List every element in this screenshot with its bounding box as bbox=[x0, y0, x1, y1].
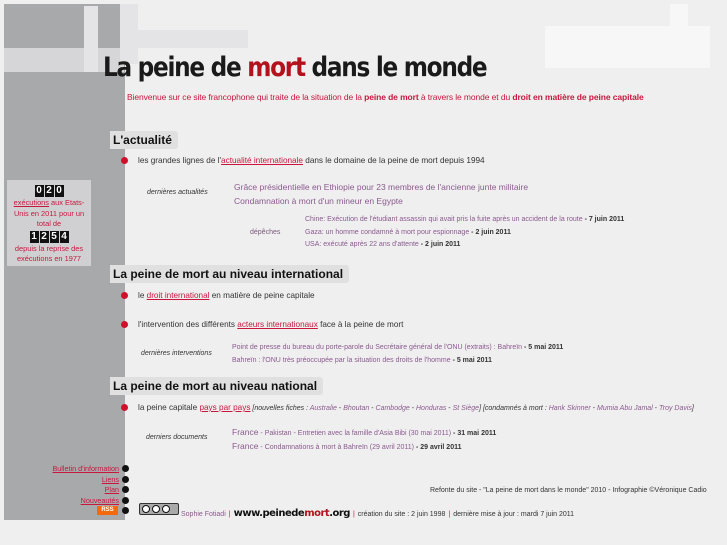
fiche-link[interactable]: Cambodge bbox=[375, 405, 410, 412]
creative-commons-badge[interactable] bbox=[139, 503, 179, 515]
counter-digits-2011: 0 2 0 bbox=[36, 185, 62, 196]
nc-icon bbox=[162, 505, 170, 513]
counter-digits-total: 1 2 5 4 bbox=[31, 230, 67, 242]
fiche-link[interactable]: Honduras bbox=[416, 405, 447, 412]
depeche-item[interactable]: Chine: Exécution de l'étudiant assassin qui avait pris la fuite après un accident de la route - 7 juin 2011 bbox=[305, 216, 625, 223]
fiche-link[interactable]: Australie bbox=[309, 405, 337, 412]
news-item[interactable]: Grâce présidentielle en Ethiopie pour 23 membres de l'ancienne junte militaire bbox=[234, 182, 529, 192]
header-decoration bbox=[670, 4, 688, 68]
news-item[interactable]: Condamnation à mort d'un mineur en Egypte bbox=[234, 196, 403, 206]
condamne-link[interactable]: Troy Davis bbox=[658, 405, 692, 412]
news-label: dernières actualités bbox=[147, 189, 208, 196]
dot-icon bbox=[122, 476, 129, 483]
actualite-internationale-link[interactable]: actualité internationale bbox=[221, 156, 303, 165]
header-decoration bbox=[84, 6, 98, 72]
bullet-icon bbox=[121, 157, 128, 164]
dot-icon bbox=[122, 507, 129, 514]
depeche-item[interactable]: USA: exécuté après 22 ans d'attente - 2 juin 2011 bbox=[305, 241, 461, 248]
condamne-link[interactable]: Hank Skinner bbox=[548, 405, 591, 412]
document-item[interactable]: France - Condamnations à mort à Bahreïn (29 avril 2011) - 29 avril 2011 bbox=[232, 441, 462, 451]
dot-icon bbox=[122, 465, 129, 472]
author-link[interactable]: Sophie Fotiadi bbox=[181, 511, 226, 518]
depeches-label: dépêches bbox=[250, 229, 281, 236]
executions-link[interactable]: exécutions bbox=[13, 198, 49, 207]
footer-info: Sophie Fotiadi | www.peinedemort.org | création du site : 2 juin 1998 | dernière mise à jour : mardi 7 juin 2011 bbox=[181, 508, 575, 519]
droit-international-line: le droit international en matière de peine capitale bbox=[138, 291, 315, 300]
bullet-icon bbox=[121, 404, 128, 411]
footer-credits: Refonte du site - "La peine de mort dans le monde" 2010 - Infographie ©Véronique Cadio bbox=[430, 487, 707, 494]
acteurs-internationaux-link[interactable]: acteurs internationaux bbox=[237, 320, 318, 329]
dot-icon bbox=[122, 486, 129, 493]
condamne-link[interactable]: Mumia Abu Jamal bbox=[596, 405, 653, 412]
sidebar-link-plan[interactable]: Plan bbox=[104, 485, 119, 494]
documents-label: derniers documents bbox=[146, 434, 208, 441]
execution-counter: 0 2 0 exécutions aux Etats-Unis en 2011 pour un total de 1 2 5 4 depuis la reprise des exécutions en 1977 bbox=[7, 180, 91, 266]
intervention-item[interactable]: Bahreïn : l'ONU très préoccupée par la situation des droits de l'homme - 5 mai 2011 bbox=[232, 357, 492, 364]
welcome-text: Bienvenue sur ce site francophone qui traite de la situation de la peine de mort à travers le monde et du droit en matière de peine capitale bbox=[127, 92, 644, 102]
section-title-national: La peine de mort au niveau national bbox=[110, 377, 323, 395]
droit-international-link[interactable]: droit international bbox=[146, 291, 210, 300]
by-icon bbox=[152, 505, 160, 513]
section-title-actualite: L'actualité bbox=[110, 131, 178, 149]
sidebar-link-liens[interactable]: Liens bbox=[101, 475, 119, 484]
sidebar-link-nouveautes[interactable]: Nouveautés bbox=[80, 496, 119, 505]
intervention-item[interactable]: Point de presse du bureau du porte-parole du Secrétaire général de l'ONU (extraits) : Bahreïn - 5 mai 2011 bbox=[232, 344, 564, 351]
fiche-link[interactable]: Bhoutan bbox=[343, 405, 370, 412]
acteurs-line: l'intervention des différents acteurs internationaux face à la peine de mort bbox=[138, 320, 404, 329]
dot-icon bbox=[122, 497, 129, 504]
bullet-icon bbox=[121, 292, 128, 299]
header-decoration bbox=[138, 30, 248, 48]
section-title-international: La peine de mort au niveau international bbox=[110, 265, 349, 283]
sidebar-link-bulletin[interactable]: Bulletin d'information bbox=[52, 464, 119, 473]
depeche-item[interactable]: Gaza: un homme condamné à mort pour espionnage - 2 juin 2011 bbox=[305, 229, 511, 236]
fiche-link[interactable]: St Siège bbox=[452, 405, 480, 412]
bullet-icon bbox=[121, 321, 128, 328]
pays-par-pays-link[interactable]: pays par pays bbox=[199, 403, 251, 412]
actualite-line: les grandes lignes de l'actualité internationale dans le domaine de la peine de mort depuis 1994 bbox=[138, 156, 485, 165]
interventions-label: dernières interventions bbox=[141, 350, 212, 357]
rss-button[interactable]: RSS bbox=[97, 506, 118, 515]
site-logo[interactable]: www.peinedemort.org bbox=[233, 508, 350, 519]
document-item[interactable]: France - Pakistan - Entretien avec la famille d'Asia Bibi (30 mai 2011) - 31 mai 2011 bbox=[232, 427, 497, 437]
cc-icon bbox=[142, 505, 150, 513]
pays-par-pays-line: la peine capitale pays par pays [nouvelles fiches : Australie - Bhoutan - Cambodge - Honduras - St Siège] [condamnés à mort : Hank Skinner - Mumia Abu Jamal - Troy Davis] bbox=[138, 403, 694, 412]
site-title: La peine de mort dans le monde bbox=[103, 52, 487, 83]
